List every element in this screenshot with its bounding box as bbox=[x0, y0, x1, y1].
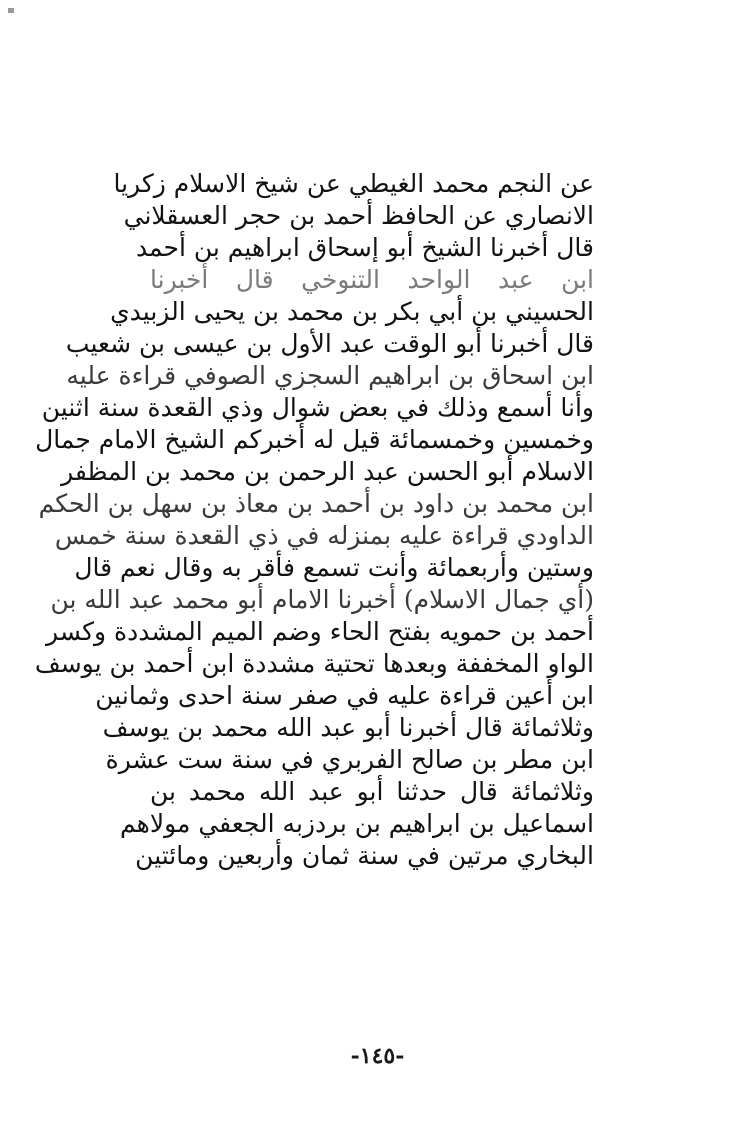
manuscript-line: ابن اسحاق بن ابراهيم السجزي الصوفي قراءة عليه bbox=[66, 361, 594, 390]
manuscript-line: (أي جمال الاسلام) أخبرنا الامام أبو محمد عبد الله بن bbox=[50, 585, 594, 614]
manuscript-line: اسماعيل بن ابراهيم بن بردزبه الجعفي مولاهم bbox=[120, 809, 594, 838]
manuscript-line: عن النجم محمد الغيطي عن شيخ الاسلام زكريا bbox=[113, 169, 594, 198]
page-number: -١٤٥- bbox=[350, 1043, 405, 1069]
manuscript-line: ابن مطر بن صالح الفربري في سنة ست عشرة bbox=[105, 745, 594, 774]
scan-speck bbox=[8, 8, 14, 13]
manuscript-line: قال أخبرنا الشيخ أبو إسحاق ابراهيم بن أحمد bbox=[135, 233, 594, 262]
manuscript-line: وثلاثمائة قال أخبرنا أبو عبد الله محمد بن يوسف bbox=[102, 713, 594, 742]
manuscript-line: الحسيني بن أبي بكر بن محمد بن يحيى الزبيدي bbox=[110, 297, 594, 326]
manuscript-line: وستين وأربعمائة وأنت تسمع فأقر به وقال نعم قال bbox=[74, 553, 594, 582]
manuscript-line: الداودي قراءة عليه بمنزله في ذي القعدة سنة خمس bbox=[54, 521, 594, 550]
manuscript-line: ابن محمد بن داود بن أحمد بن معاذ بن سهل بن الحكم bbox=[38, 489, 594, 518]
manuscript-line: وأنا أسمع وذلك في بعض شوال وذي القعدة سنة اثنين bbox=[41, 393, 594, 422]
manuscript-line: أحمد بن حمويه بفتح الحاء وضم الميم المشددة وكسر bbox=[46, 617, 594, 646]
manuscript-line: وثلاثمائة قال حدثنا أبو عبد الله محمد بن bbox=[150, 777, 594, 806]
manuscript-line: ابن عبد الواحد التنوخي قال أخبرنا bbox=[150, 265, 594, 294]
manuscript-line: الواو المخففة وبعدها تحتية مشددة ابن أحمد بن يوسف bbox=[34, 649, 594, 678]
manuscript-text-block bbox=[34, 168, 594, 888]
manuscript-line: ابن أعين قراءة عليه في صفر سنة احدى وثمانين bbox=[95, 681, 594, 710]
manuscript-line: قال أخبرنا أبو الوقت عبد الأول بن عيسى بن شعيب bbox=[65, 329, 594, 358]
manuscript-line: الانصاري عن الحافظ أحمد بن حجر العسقلاني bbox=[123, 201, 594, 230]
manuscript-line: البخاري مرتين في سنة ثمان وأربعين ومائتين bbox=[135, 841, 594, 870]
manuscript-line: الاسلام أبو الحسن عبد الرحمن بن محمد بن المظفر bbox=[61, 457, 594, 486]
manuscript-line: وخمسين وخمسمائة قيل له أخبركم الشيخ الامام جمال bbox=[35, 425, 594, 454]
